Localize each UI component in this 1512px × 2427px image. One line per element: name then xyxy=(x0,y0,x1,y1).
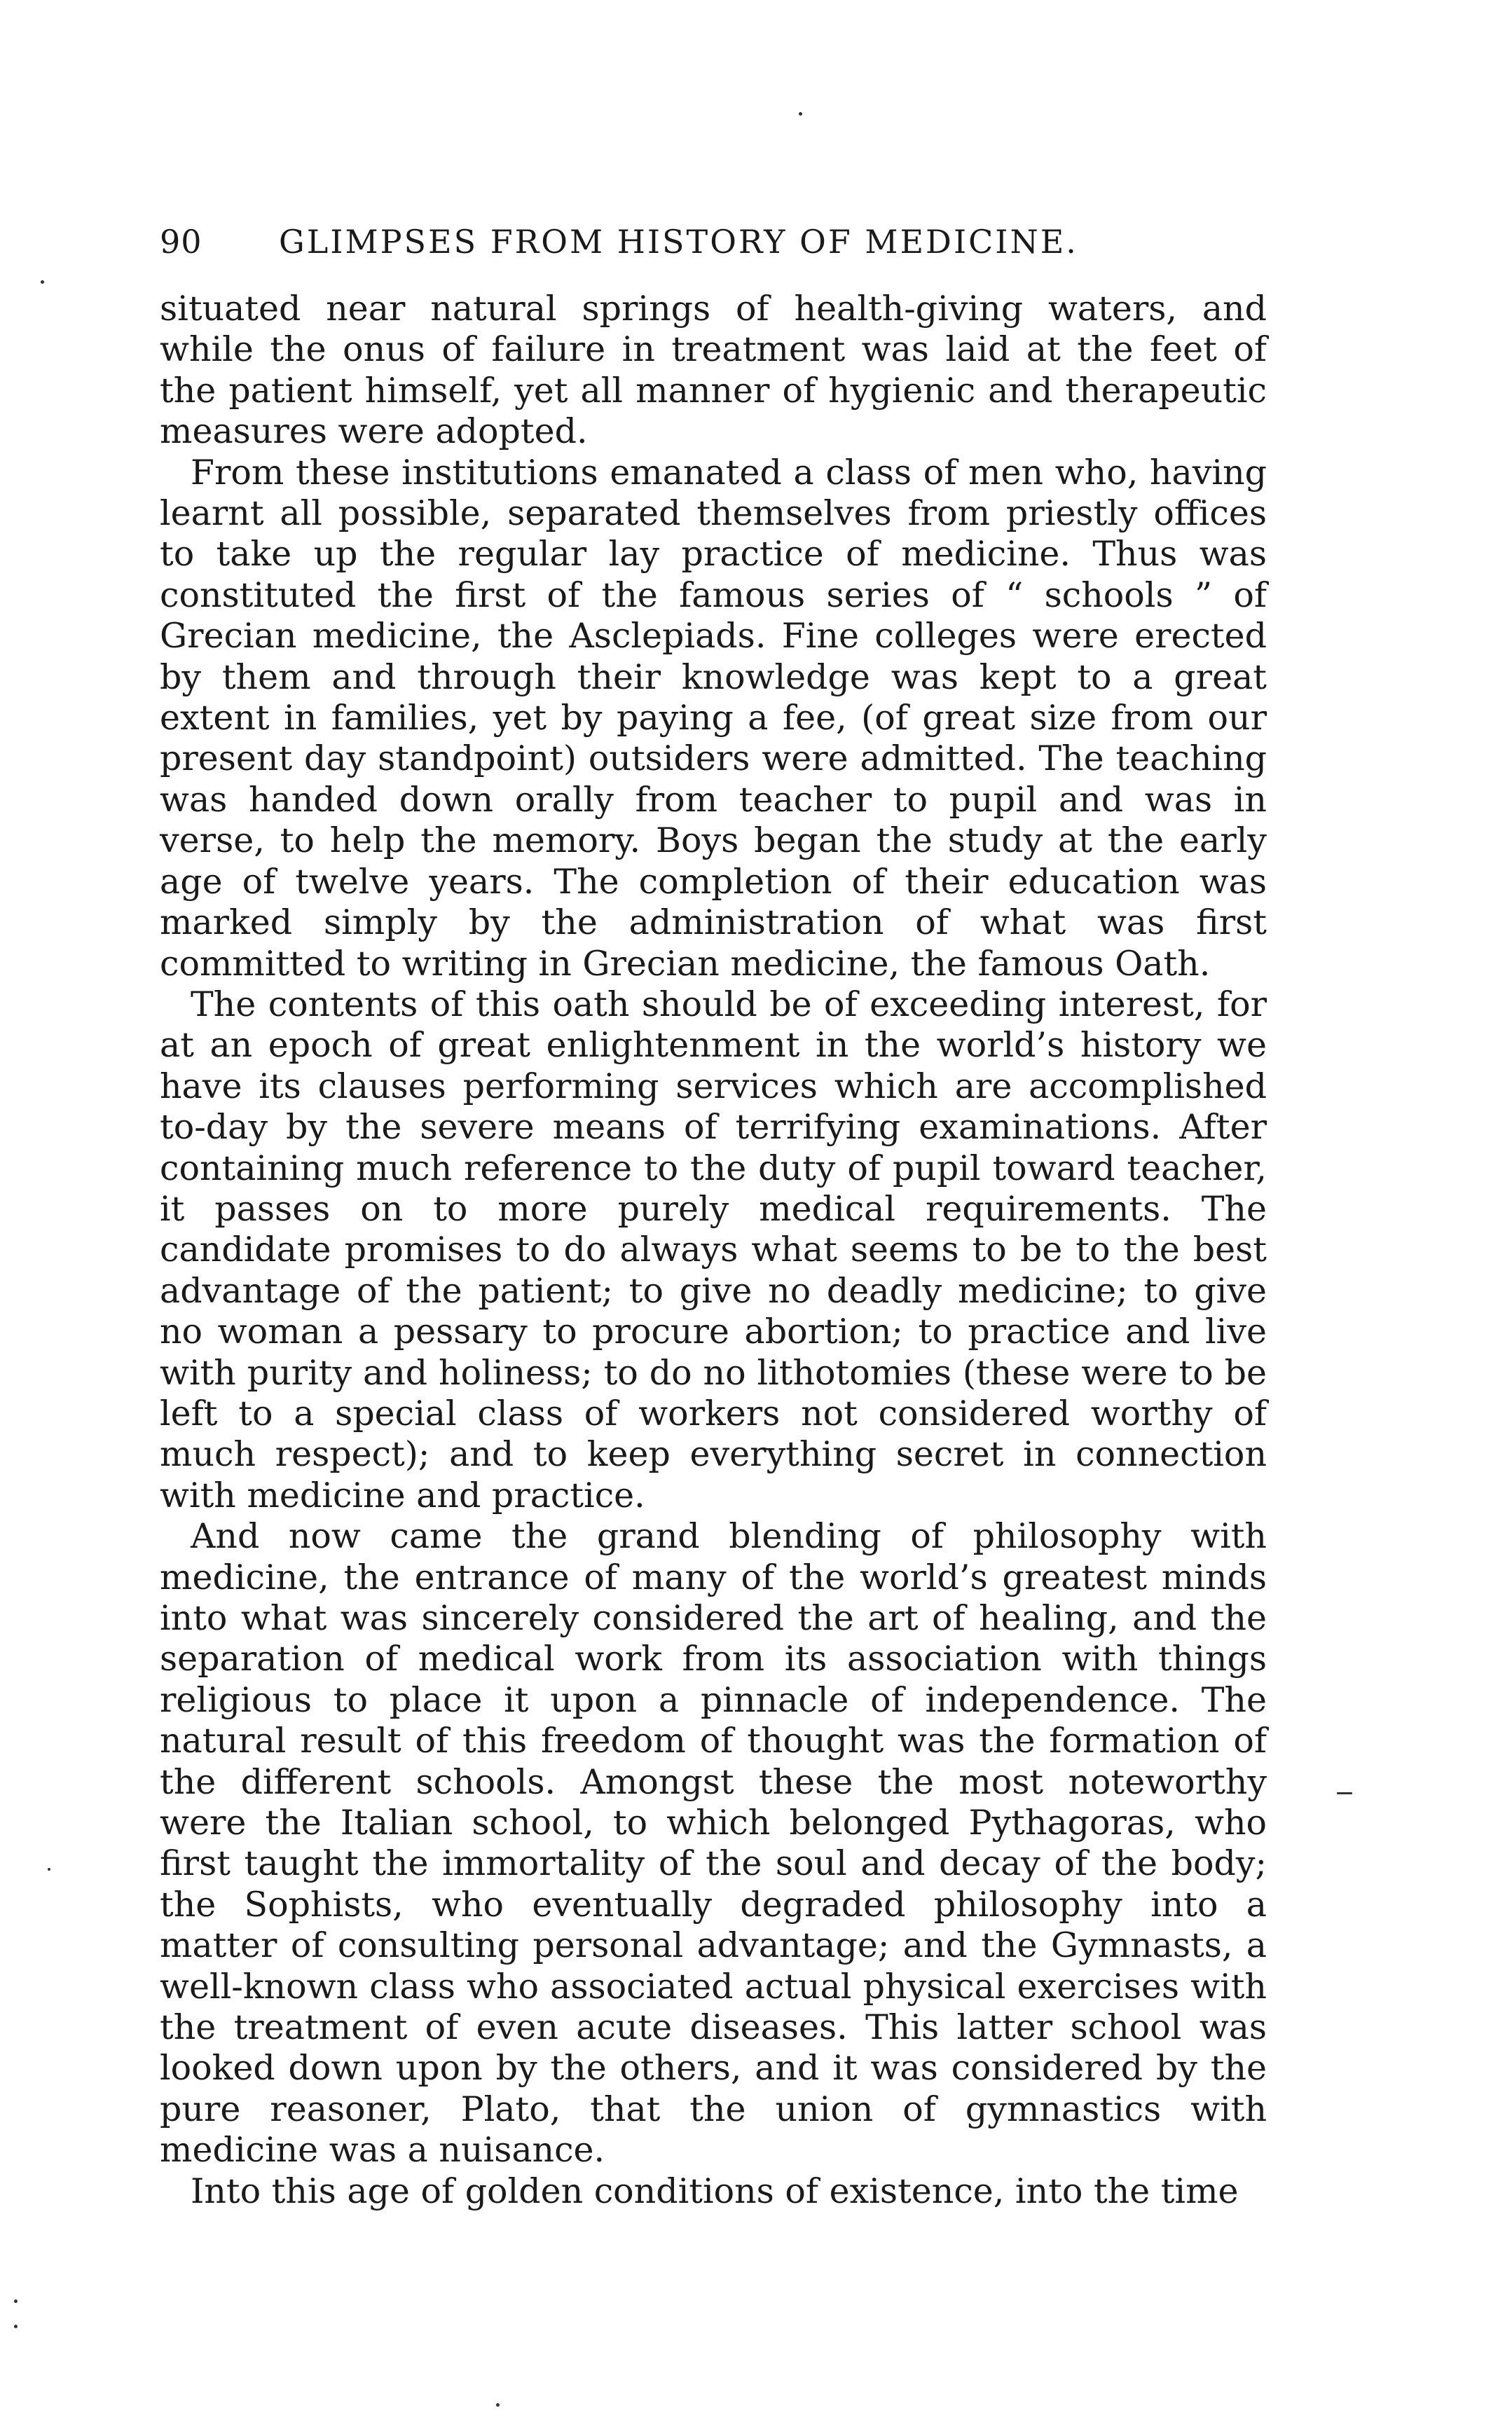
print-speck xyxy=(41,280,44,284)
running-head xyxy=(160,223,1267,261)
paragraph-golden-age: Into this age of golden conditions of existence, into the time xyxy=(191,2171,1239,2211)
paragraph-philosophy: And now came the grand blending of philosophy with medicine, the entrance of many of the world’s greatest minds into what was sincerely considered the art of healing, and the separation of medical work from its association with things religious to place it upon a pinnacle of independence. The natural result of this freedom of thought was the formation of the different schools. Amongst these the most noteworthy were the Italian school, to which belonged Pythagoras, who first taught the immortality of the soul and decay of the body; the Sophists, who eventually degraded philosophy into a matter of consulting personal advantage; and the Gymnasts, a well-known class who associated actual physical exercises with the treatment of even acute diseases. This latter school was looked down upon by the others, and it was considered by the pure reasoner, Plato, that the union of gymnastics with medicine was a nuisance. xyxy=(160,1516,1267,2171)
paragraph-oath: The contents of this oath should be of exceeding interest, for at an epoch of great enlightenment in the world’s history we have its clauses performing services which are accomplished to-day by the severe means of terrifying examinations. After containing much reference to the duty of pupil toward teacher, it passes on to more purely medical requirements. The candidate promises to do always what seems to be to the best advantage of the patient; to give no deadly medicine; to give no woman a pessary to procure abortion; to practice and live with purity and holiness; to do no lithotomies (these were to be left to a special class of workers not considered worthy of much respect); and to keep everything secret in connection with medicine and practice. xyxy=(160,984,1267,1515)
print-speck xyxy=(799,112,802,116)
print-speck xyxy=(48,1868,50,1871)
paragraph-asclepiads: From these institutions emanated a class of men who, having learnt all possible, separated themselves from priestly offices to take up the regular lay practice of medicine. Thus was constituted the first of the famous series of “ schools ” of Grecian medicine, the Asclepiads. Fine colleges were erected by them and through their knowledge was kept to a great extent in families, yet by paying a fee, (of great size from our present day standpoint) outsiders were admitted. The teaching was handed down orally from teacher to pupil and was in verse, to help the memory. Boys began the study at the early age of twelve years. The completion of their education was marked simply by the administration of what was first committed to writing in Grecian medicine, the famous Oath. xyxy=(160,452,1267,984)
paragraph-continued: situated near natural springs of health-giving waters, and while the onus of failure in treatment was laid at the feet of the patient himself, yet all manner of hygienic and therapeutic measures were adopted. xyxy=(160,289,1267,452)
print-speck xyxy=(14,2325,18,2328)
running-title: GLIMPSES FROM HISTORY OF MEDICINE. xyxy=(279,223,1078,261)
print-speck xyxy=(496,2403,500,2407)
page-number: 90 xyxy=(160,223,202,261)
body-text xyxy=(160,289,1267,2212)
print-speck xyxy=(14,2299,18,2303)
print-speck xyxy=(1337,1792,1352,1794)
